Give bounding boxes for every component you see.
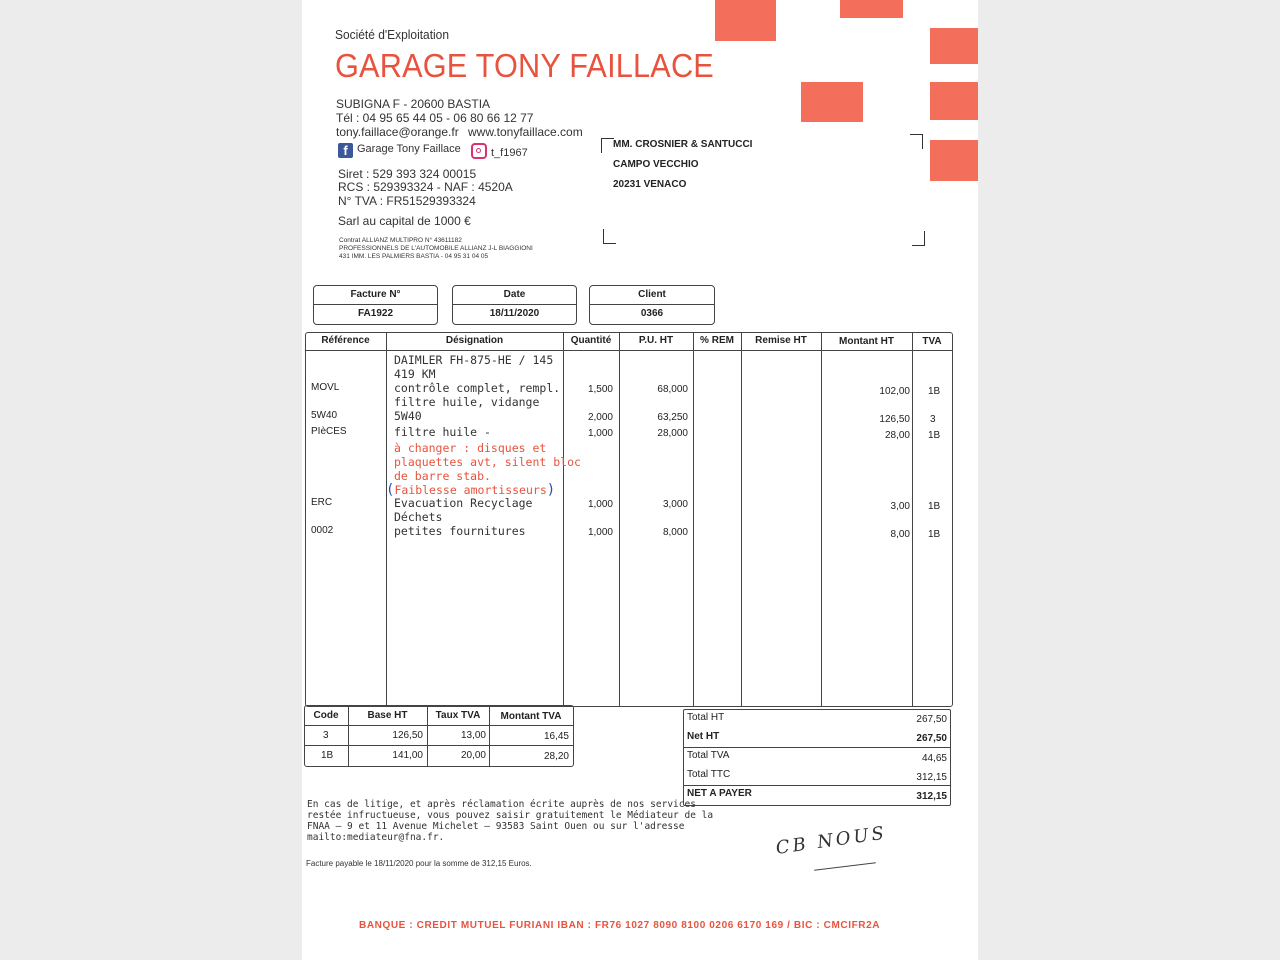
row-quantity: 2,000 bbox=[587, 412, 613, 423]
facebook-label: Garage Tony Faillace bbox=[357, 143, 461, 155]
row-vat-code: 3 bbox=[930, 414, 936, 425]
address-corner bbox=[912, 231, 925, 246]
decor-block bbox=[930, 140, 978, 181]
address-corner bbox=[910, 134, 923, 149]
total-tva-label: Total TVA bbox=[687, 750, 730, 761]
row-amount: 126,50 bbox=[879, 414, 910, 425]
company-capital: Sarl au capital de 1000 € bbox=[338, 214, 471, 228]
row-vat-code: 1B bbox=[928, 430, 941, 441]
row-vat-code: 1B bbox=[928, 386, 941, 397]
row-quantity: 1,000 bbox=[587, 428, 613, 439]
row-designation: contrôle complet, rempl. bbox=[394, 381, 561, 395]
instagram-icon bbox=[471, 143, 487, 159]
vat-row-rate: 13,00 bbox=[460, 730, 486, 741]
vehicle-line: DAIMLER FH-875-HE / 145 bbox=[394, 353, 554, 367]
paren-mark: ( bbox=[386, 482, 395, 498]
invoice-number-label: Facture N° bbox=[314, 286, 437, 305]
company-email: tony.faillace@orange.fr bbox=[336, 125, 459, 139]
col-header-discount-pct: % REM bbox=[700, 335, 734, 346]
vat-row-amount: 16,45 bbox=[543, 731, 569, 742]
company-rcs: RCS : 529393324 - NAF : 4520A bbox=[338, 180, 513, 194]
row-unit-price: 63,250 bbox=[657, 412, 688, 423]
client-label: Client bbox=[590, 286, 714, 305]
invoice-number-value: FA1922 bbox=[357, 308, 394, 319]
company-name: GARAGE TONY FAILLACE bbox=[335, 47, 714, 84]
total-ht-label: Total HT bbox=[687, 712, 725, 723]
row-unit-price: 68,000 bbox=[657, 384, 688, 395]
row-quantity: 1,500 bbox=[587, 384, 613, 395]
instagram-link bbox=[471, 143, 528, 159]
mechanic-note-warning bbox=[386, 483, 555, 497]
total-ttc-label: Total TTC bbox=[687, 769, 731, 780]
facebook-link bbox=[338, 143, 461, 158]
legal-line: FNAA – 9 et 11 Avenue Michelet – 93583 Saint Ouen ou sur l'adresse bbox=[307, 821, 685, 832]
vat-row-code: 3 bbox=[323, 730, 329, 741]
legal-line: restée infructueuse, vous pouvez saisir gratuitement le Médiateur de la bbox=[307, 810, 714, 821]
row-unit-price: 28,000 bbox=[657, 428, 688, 439]
row-amount: 28,00 bbox=[884, 430, 910, 441]
bank-details: BANQUE : CREDIT MUTUEL FURIANI IBAN : FR76 1027 8090 8100 0206 6170 169 / BIC : CMCIFR2A bbox=[359, 920, 881, 931]
net-ht-label: Net HT bbox=[687, 731, 720, 742]
mechanic-note-line: de barre stab. bbox=[394, 469, 491, 483]
insurance-line: PROFESSIONNELS DE L'AUTOMOBILE ALLIANZ J-L BIAGGIONI bbox=[339, 245, 533, 252]
recipient-street: CAMPO VECCHIO bbox=[613, 159, 699, 170]
payment-note: Facture payable le 18/11/2020 pour la somme de 312,15 Euros. bbox=[306, 859, 532, 868]
net-to-pay-value: 312,15 bbox=[916, 791, 947, 802]
company-website: www.tonyfaillace.com bbox=[468, 125, 583, 139]
table-header-divider bbox=[305, 350, 952, 351]
decor-block bbox=[930, 82, 978, 120]
handwritten-note: CB NOUS bbox=[774, 822, 889, 859]
vat-col-base: Base HT bbox=[367, 710, 408, 721]
row-unit-price: 3,000 bbox=[662, 499, 688, 510]
row-designation: Déchets bbox=[394, 510, 443, 524]
row-designation: Evacuation Recyclage bbox=[394, 496, 533, 510]
vat-col-code: Code bbox=[313, 710, 339, 721]
col-header-discount-amount: Remise HT bbox=[755, 335, 807, 346]
row-reference: MOVL bbox=[311, 382, 340, 393]
vat-row-amount: 28,20 bbox=[543, 751, 569, 762]
row-quantity: 1,000 bbox=[587, 527, 613, 538]
legal-notice bbox=[307, 799, 713, 843]
vat-row-code: 1B bbox=[321, 750, 334, 761]
decor-block bbox=[801, 82, 863, 122]
invoice-number-box bbox=[313, 285, 438, 325]
instagram-label: t_f1967 bbox=[491, 147, 528, 159]
total-tva-value: 44,65 bbox=[921, 753, 947, 764]
decor-block bbox=[715, 0, 776, 41]
row-amount: 8,00 bbox=[890, 529, 910, 540]
row-vat-code: 1B bbox=[928, 501, 941, 512]
row-reference: 5W40 bbox=[311, 410, 338, 421]
col-header-amount: Montant HT bbox=[839, 336, 894, 347]
company-tva-number: N° TVA : FR51529393324 bbox=[338, 194, 476, 208]
column-divider bbox=[741, 332, 742, 706]
facebook-icon: f bbox=[338, 143, 353, 158]
totals-divider bbox=[683, 785, 950, 786]
col-header-vat: TVA bbox=[922, 336, 942, 347]
row-designation: filtre huile, vidange bbox=[394, 395, 540, 409]
vat-row-rate: 20,00 bbox=[460, 750, 486, 761]
mechanic-note-line: Faiblesse amortisseurs bbox=[394, 483, 547, 497]
column-divider bbox=[386, 332, 387, 706]
paren-mark: ) bbox=[546, 482, 556, 498]
company-phone: Tél : 04 95 65 44 05 - 06 80 66 12 77 bbox=[336, 111, 534, 125]
row-designation: petites fournitures bbox=[394, 524, 526, 538]
invoice-date-value: 18/11/2020 bbox=[489, 308, 540, 319]
row-designation: filtre huile - bbox=[394, 425, 491, 439]
col-header-designation: Désignation bbox=[445, 335, 504, 346]
insurance-line: Contrat ALLIANZ MULTIPRO N° 43611182 bbox=[339, 237, 462, 244]
vat-col-amount: Montant TVA bbox=[500, 711, 562, 722]
row-quantity: 1,000 bbox=[587, 499, 613, 510]
invoice-date-box bbox=[452, 285, 577, 325]
address-corner bbox=[603, 229, 616, 244]
decor-block bbox=[930, 28, 978, 64]
column-divider bbox=[912, 332, 913, 706]
row-unit-price: 8,000 bbox=[662, 527, 688, 538]
legal-line: En cas de litige, et après réclamation écrite auprès de nos services bbox=[307, 799, 696, 810]
row-reference: 0002 bbox=[311, 525, 334, 536]
total-ht-value: 267,50 bbox=[916, 714, 947, 725]
recipient-city: 20231 VENACO bbox=[613, 179, 687, 190]
col-header-unit-price: P.U. HT bbox=[638, 335, 674, 346]
column-divider bbox=[693, 332, 694, 706]
net-ht-value: 267,50 bbox=[916, 733, 947, 744]
net-to-pay-label: NET A PAYER bbox=[687, 788, 752, 799]
vat-header-divider bbox=[304, 725, 573, 726]
row-amount: 102,00 bbox=[879, 386, 910, 397]
company-address: SUBIGNA F - 20600 BASTIA bbox=[336, 97, 491, 111]
vat-col-rate: Taux TVA bbox=[435, 710, 481, 721]
vat-row-base: 141,00 bbox=[392, 750, 423, 761]
vat-row-divider bbox=[304, 745, 573, 746]
row-vat-code: 1B bbox=[928, 529, 941, 540]
mechanic-note-line: plaquettes avt, silent bloc bbox=[394, 455, 581, 469]
row-reference: PIèCES bbox=[311, 426, 347, 437]
client-value: 0366 bbox=[640, 308, 664, 319]
row-amount: 3,00 bbox=[890, 501, 910, 512]
totals-divider bbox=[683, 747, 950, 748]
recipient-name: MM. CROSNIER & SANTUCCI bbox=[613, 139, 753, 150]
col-header-reference: Référence bbox=[321, 335, 370, 346]
legal-line: mailto:mediateur@fna.fr. bbox=[307, 832, 445, 843]
insurance-info bbox=[339, 237, 533, 261]
col-header-quantity: Quantité bbox=[570, 335, 612, 346]
vat-row-base: 126,50 bbox=[392, 730, 423, 741]
company-siret: Siret : 529 393 324 00015 bbox=[338, 167, 477, 181]
company-subtitle: Société d'Exploitation bbox=[335, 27, 449, 42]
insurance-line: 431 IMM. LES PALMIERS BASTIA - 04 95 31 04 05 bbox=[339, 253, 489, 260]
client-box bbox=[589, 285, 715, 325]
vehicle-line: 419 KM bbox=[394, 367, 436, 381]
mechanic-note-line: à changer : disques et bbox=[394, 441, 547, 455]
invoice-date-label: Date bbox=[453, 286, 576, 305]
row-designation: 5W40 bbox=[394, 409, 422, 423]
decor-block bbox=[840, 0, 903, 18]
row-reference: ERC bbox=[311, 497, 333, 508]
total-ttc-value: 312,15 bbox=[916, 772, 947, 783]
